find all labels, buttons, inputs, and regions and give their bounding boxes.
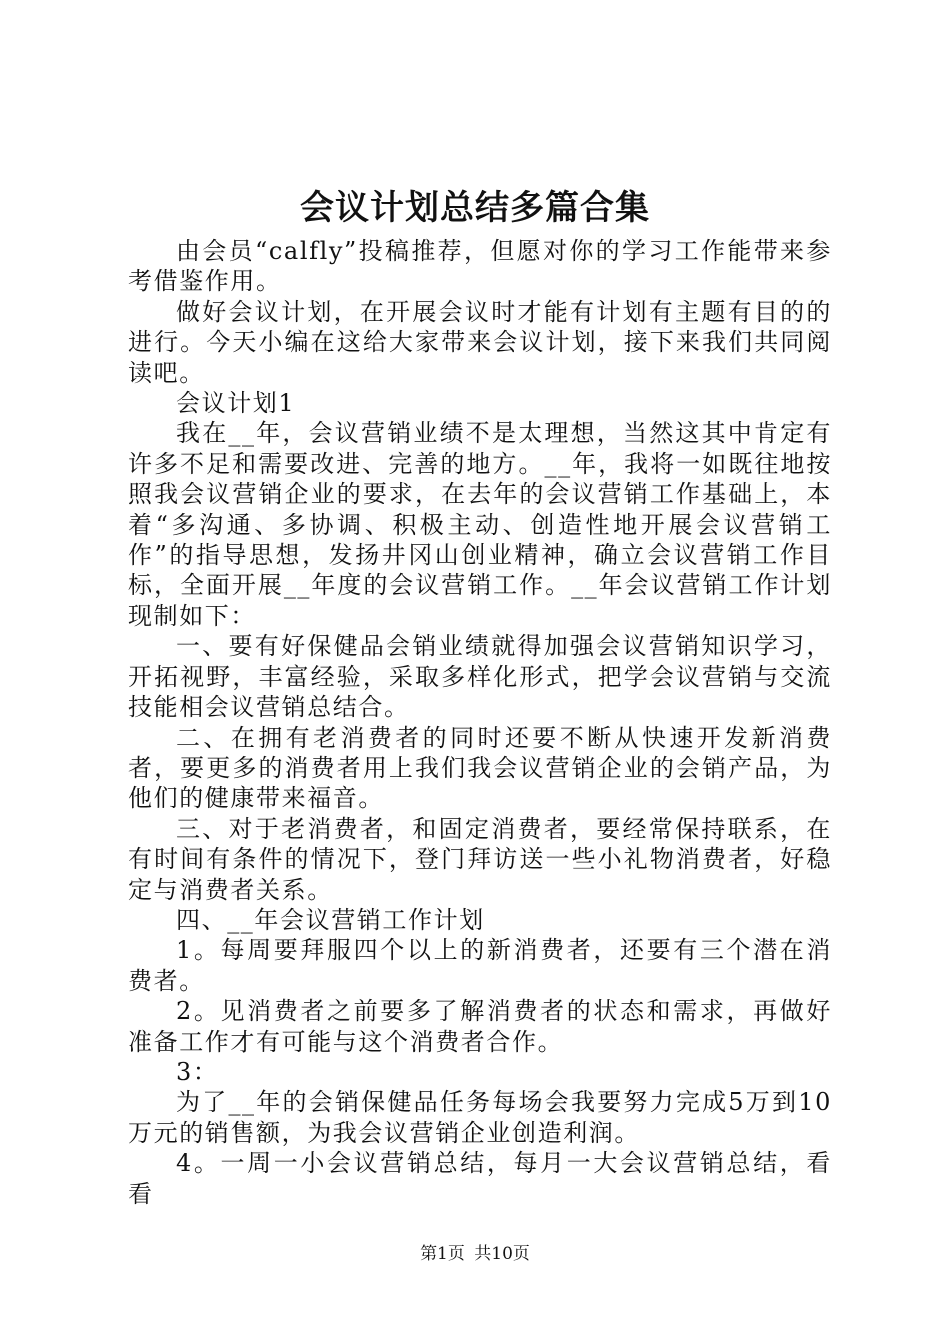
page-footer	[0, 1242, 950, 1266]
document-title: 会议计划总结多篇合集	[300, 188, 650, 228]
paragraph-item-3: 为了__年的会销保健品任务每场会我要努力完成5万到10万元的销售额，为我会议营销企业创造利润。	[128, 1088, 832, 1147]
paragraph-intro-1: 由会员“calfly”投稿推荐，但愿对你的学习工作能带来参考借鉴作用。	[128, 237, 832, 296]
paragraph-point-1: 一、要有好保健品会销业绩就得加强会议营销知识学习，开拓视野，丰富经验，采取多样化形式，把学会议营销与交流技能相会议营销总结合。	[128, 632, 832, 722]
paragraph-intro-2: 做好会议计划，在开展会议时才能有计划有主题有目的的进行。今天小编在这给大家带来会议计划，接下来我们共同阅读吧。	[128, 297, 832, 387]
paragraph-item-2: 2。见消费者之前要多了解消费者的状态和需求，再做好准备工作才有可能与这个消费者合作。	[128, 997, 832, 1056]
page-total: 共10页	[474, 1244, 530, 1264]
paragraph-item-4: 4。一周一小会议营销总结，每月一大会议营销总结，看看	[128, 1149, 832, 1208]
paragraph-point-2: 二、在拥有老消费者的同时还要不断从快速开发新消费者，要更多的消费者用上我们我会议营销企业的会销产品，为他们的健康带来福音。	[128, 723, 832, 813]
paragraph-plan-overview: 我在__年，会议营销业绩不是太理想，当然这其中肯定有许多不足和需要改进、完善的地方。__年，我将一如既往地按照我会议营销企业的要求，在去年的会议营销工作基础上，本着“多沟通、多协调、积极主动、创造性地开展会议营销工作”的指导思想，发扬井冈山创业精神，确立会议营销工作目标，全面开展__年度的会议营销工作。__年会议营销工作计划现制如下：	[128, 419, 832, 630]
section-heading-plan-1: 会议计划1	[176, 389, 296, 418]
paragraph-item-1: 1。每周要拜服四个以上的新消费者，还要有三个潜在消费者。	[128, 936, 832, 995]
page-number: 第1页	[420, 1244, 465, 1264]
document-body	[128, 236, 832, 1209]
section-heading-point-4: 四、__年会议营销工作计划	[176, 905, 485, 934]
paragraph-item-3-label: 3：	[176, 1057, 219, 1086]
paragraph-point-3: 三、对于老消费者，和固定消费者，要经常保持联系，在有时间有条件的情况下，登门拜访送一些小礼物消费者，好稳定与消费者关系。	[128, 814, 832, 904]
